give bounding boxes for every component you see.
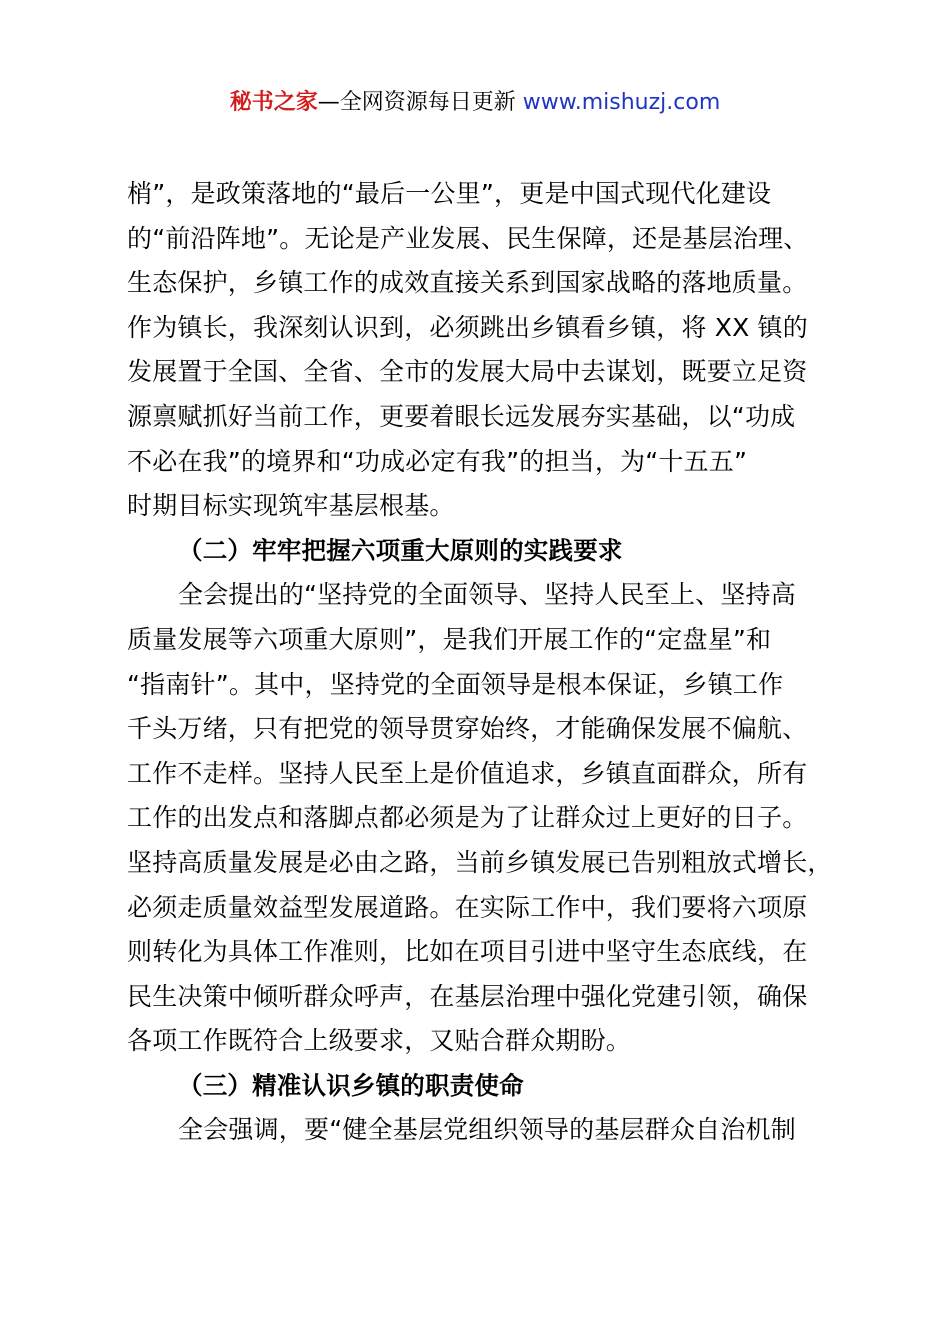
text-line: 的“前沿阵地”。无论是产业发展、民生保障，还是基层治理、 — [127, 223, 809, 253]
text-line: 时期目标实现筑牢基层根基。 — [127, 491, 455, 521]
page-header — [0, 88, 950, 118]
text-line: 全会强调，要“健全基层党组织领导的基层群众自治机制 — [178, 1115, 796, 1145]
text-line: 作为镇长，我深刻认识到，必须跳出乡镇看乡镇，将 XX 镇的 — [127, 312, 808, 342]
text-line: 全会提出的“坚持党的全面领导、坚持人民至上、坚持高 — [178, 580, 796, 610]
header-slogan: —全网资源每日更新 — [317, 90, 523, 115]
text-line: 工作不走样。坚持人民至上是价值追求，乡镇直面群众，所有 — [127, 758, 808, 788]
text-line: 必须走质量效益型发展道路。在实际工作中，我们要将六项原 — [127, 892, 808, 922]
text-line: 则转化为具体工作准则，比如在项目引进中坚守生态底线，在 — [127, 937, 808, 967]
header-brand: 秘书之家 — [229, 90, 318, 115]
text-line: 发展置于全国、全省、全市的发展大局中去谋划，既要立足资 — [127, 357, 808, 387]
text-line: 工作的出发点和落脚点都必须是为了让群众过上更好的日子。 — [127, 803, 808, 833]
text-line: 生态保护，乡镇工作的成效直接关系到国家战略的落地质量。 — [127, 268, 808, 298]
section-heading: （二）牢牢把握六项重大原则的实践要求 — [178, 535, 623, 565]
text-line: 千头万绪，只有把党的领导贯穿始终，才能确保发展不偏航、 — [127, 714, 808, 744]
text-line: 民生决策中倾听群众呼声，在基层治理中强化党建引领，确保 — [127, 981, 808, 1011]
text-line: “指南针”。其中，坚持党的全面领导是根本保证，乡镇工作 — [127, 669, 784, 699]
document-body — [127, 172, 833, 1153]
text-line: 质量发展等六项重大原则”，是我们开展工作的“定盘星”和 — [127, 624, 772, 654]
header-url-link[interactable]: www.mishuzj.com — [522, 90, 721, 115]
text-line: 源禀赋抓好当前工作，更要着眼长远发展夯实基础，以“功成 — [127, 401, 796, 431]
section-heading: （三）精准认识乡镇的职责使命 — [178, 1070, 524, 1100]
text-line: 坚持高质量发展是必由之路，当前乡镇发展已告别粗放式增长， — [127, 847, 833, 877]
text-line: 梢”，是政策落地的“最后一公里”，更是中国式现代化建设 — [127, 179, 772, 208]
text-line: 不必在我”的境界和“功成必定有我”的担当，为“十五五” — [127, 446, 748, 476]
text-line: 各项工作既符合上级要求，又贴合群众期盼。 — [127, 1026, 632, 1056]
